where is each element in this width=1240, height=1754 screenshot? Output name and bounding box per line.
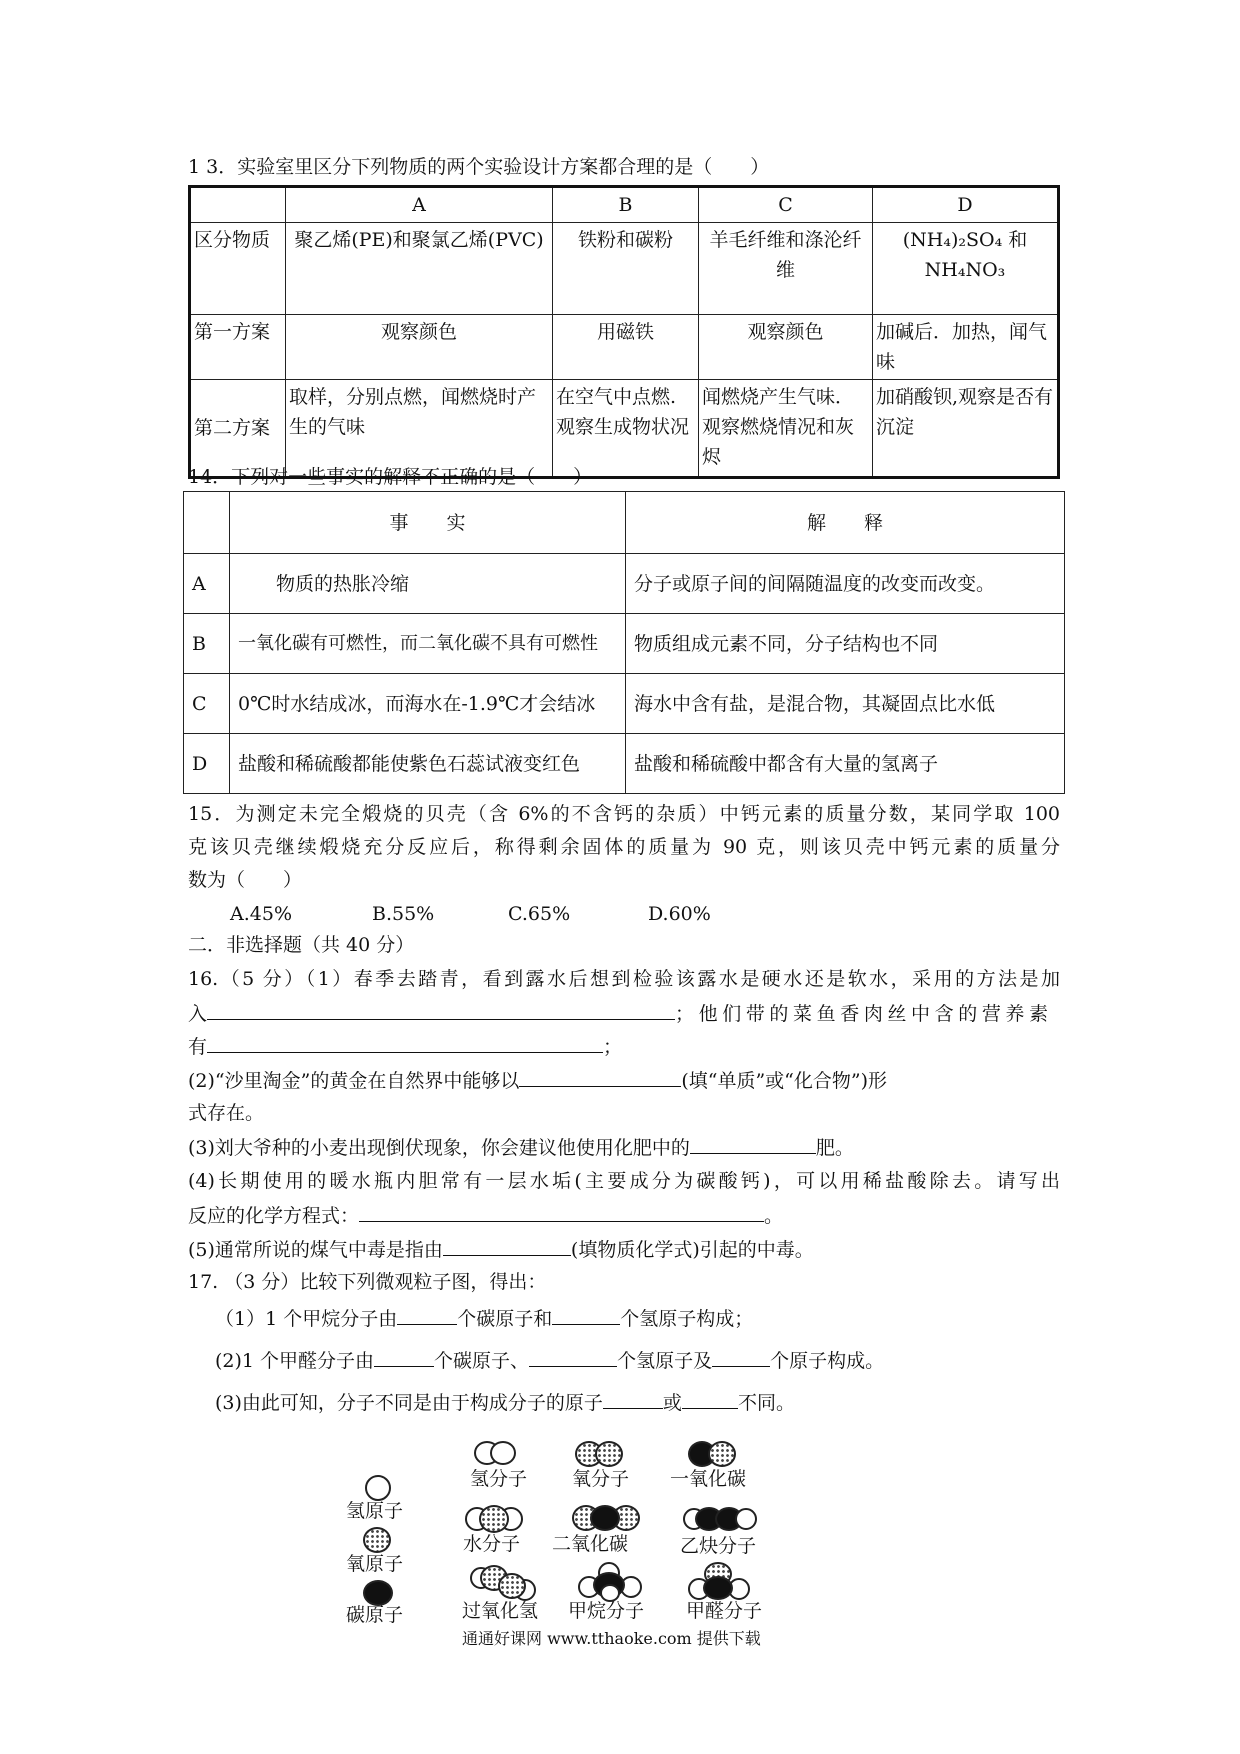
answer-blank[interactable]	[603, 1390, 663, 1409]
q15-option-a: A.45%	[230, 903, 292, 925]
hydrogen-atom-icon	[365, 1475, 391, 1501]
q16-text: (填“单质”或“化合物”)形	[681, 1070, 888, 1092]
q16-text: (填物质化学式)引起的中毒。	[570, 1239, 814, 1261]
q13-cell: 取样，分别点燃，闻燃烧时产生的气味	[286, 380, 553, 478]
answer-blank[interactable]	[359, 1203, 764, 1222]
acetylene-molecule-icon	[683, 1507, 763, 1531]
q14-option-letter: C	[184, 674, 230, 734]
q14-fact: 物质的热胀冷缩	[230, 554, 626, 614]
q16-text: 入	[188, 1003, 208, 1025]
molecule-label: 水分子	[463, 1533, 521, 1555]
q16-text: 肥。	[815, 1137, 854, 1159]
q14-explanation: 分子或原子间的间隔随温度的改变而改变。	[626, 554, 1065, 614]
water-molecule-icon	[465, 1505, 529, 1531]
q17-text: (3)由此可知，分子不同是由于构成分子的原子	[215, 1392, 603, 1414]
q14-explanation: 物质组成元素不同，分子结构也不同	[626, 614, 1065, 674]
q16-text: ；	[603, 1036, 623, 1058]
q17-text: 个碳原子和	[457, 1308, 553, 1330]
q16-line: (4)长期使用的暖水瓶内胆常有一层水垢(主要成分为碳酸钙)，可以用稀盐酸除去。请写出	[188, 1170, 1060, 1192]
q16-line: 式存在。	[188, 1102, 265, 1124]
molecule-label: 氧分子	[572, 1468, 630, 1490]
molecule-label: 乙炔分子	[680, 1535, 757, 1557]
q16-line	[188, 1068, 887, 1093]
methane-molecule-icon	[578, 1562, 650, 1598]
q14-header-explanation: 解 释	[626, 492, 1065, 554]
q14-header-fact: 事 实	[230, 492, 626, 554]
q17-text: (2)1 个甲醛分子由	[215, 1350, 375, 1372]
q13-cell: 加硝酸钡,观察是否有沉淀	[873, 380, 1059, 478]
q17-text: 个氢原子构成；	[620, 1308, 754, 1330]
q17-text: （1）1 个甲烷分子由	[215, 1308, 398, 1330]
q16-line	[188, 1203, 783, 1228]
q14-option-letter: A	[184, 554, 230, 614]
answer-blank[interactable]	[712, 1348, 770, 1367]
q13-row-label: 区分物质	[190, 223, 286, 315]
q16-text: 反应的化学方程式：	[188, 1205, 360, 1227]
q15-option-c: C.65%	[508, 903, 571, 925]
q17-line	[215, 1348, 884, 1373]
molecule-label: 过氧化氢	[462, 1600, 539, 1622]
hydrogen-peroxide-icon	[470, 1565, 540, 1599]
carbon-atom-icon	[363, 1580, 393, 1606]
q15-line: 数为（ ）	[188, 869, 303, 891]
q13-header-c: C	[699, 187, 873, 223]
q13-cell: (NH₄)₂SO₄ 和 NH₄NO₃	[873, 223, 1059, 315]
q15-option-d: D.60%	[648, 903, 711, 925]
q13-header-d: D	[873, 187, 1059, 223]
formaldehyde-molecule-icon	[688, 1562, 760, 1598]
q14-explanation: 海水中含有盐，是混合物，其凝固点比水低	[626, 674, 1065, 734]
q14-fact: 0℃时水结成冰，而海水在-1.9℃才会结冰	[230, 674, 626, 734]
q14-table	[183, 491, 1065, 794]
answer-blank[interactable]	[207, 1001, 675, 1020]
q13-header-blank	[190, 187, 286, 223]
q16-line: 16.（5 分）（1）春季去踏青，看到露水后想到检验该露水是硬水还是软水，采用的方法是加	[188, 968, 1060, 990]
carbon-monoxide-icon	[688, 1441, 748, 1465]
molecule-label: 甲醛分子	[686, 1600, 763, 1622]
q17-text: 不同。	[737, 1392, 795, 1414]
q14-option-letter: B	[184, 614, 230, 674]
q14-fact: 一氧化碳有可燃性，而二氧化碳不具有可燃性	[230, 614, 626, 674]
q13-cell: 加碱后．加热，闻气味	[873, 315, 1059, 380]
q17-stem: 17. （3 分）比较下列微观粒子图，得出：	[188, 1271, 547, 1293]
answer-blank[interactable]	[519, 1068, 681, 1087]
molecule-label: 甲烷分子	[568, 1600, 645, 1622]
molecule-label: 氢分子	[470, 1468, 528, 1490]
q16-text: (3)刘大爷种的小麦出现倒伏现象，你会建议他使用化肥中的	[188, 1137, 690, 1159]
q13-cell: 铁粉和碳粉	[553, 223, 699, 315]
answer-blank[interactable]	[682, 1390, 738, 1409]
q16-text: ；他们带的菜鱼香肉丝中含的营养素	[675, 1003, 1053, 1025]
q17-text: 或	[662, 1392, 682, 1414]
answer-blank[interactable]	[552, 1306, 620, 1325]
answer-blank[interactable]	[374, 1348, 434, 1367]
q13-stem: 1 3．实验室里区分下列物质的两个实验设计方案都合理的是（ ）	[188, 156, 770, 178]
answer-blank[interactable]	[690, 1135, 816, 1154]
q15-line: 15．为测定未完全煅烧的贝壳（含 6%的不含钙的杂质）中钙元素的质量分数，某同学取 100	[188, 803, 1060, 825]
answer-blank[interactable]	[529, 1348, 617, 1367]
q13-cell: 闻燃烧产生气味．观察燃烧情况和灰烬	[699, 380, 873, 478]
q15-option-b: B.55%	[372, 903, 435, 925]
footer-source: 通通好课网 www.tthaoke.com 提供下载	[462, 1629, 761, 1648]
q13-row-label: 第一方案	[190, 315, 286, 380]
molecule-label: 二氧化碳	[552, 1533, 629, 1555]
q13-cell: 在空气中点燃.观察生成物状况	[553, 380, 699, 478]
q14-explanation: 盐酸和稀硫酸中都含有大量的氢离子	[626, 734, 1065, 794]
q14-fact: 盐酸和稀硫酸都能使紫色石蕊试液变红色	[230, 734, 626, 794]
q13-row-label: 第二方案	[190, 380, 286, 478]
q17-text: 个碳原子、	[434, 1350, 530, 1372]
q13-cell: 观察颜色	[699, 315, 873, 380]
answer-blank[interactable]	[207, 1034, 603, 1053]
q16-line	[188, 1135, 854, 1160]
oxygen-molecule-icon	[575, 1441, 635, 1465]
q14-option-letter: D	[184, 734, 230, 794]
q16-text: (5)通常所说的煤气中毒是指由	[188, 1239, 443, 1261]
answer-blank[interactable]	[397, 1306, 457, 1325]
q16-line	[188, 1237, 814, 1262]
q13-header-a: A	[286, 187, 553, 223]
molecule-label: 一氧化碳	[670, 1468, 747, 1490]
q13-cell: 用磁铁	[553, 315, 699, 380]
hydrogen-molecule-icon	[474, 1441, 534, 1465]
q16-line	[188, 1034, 622, 1059]
legend-label: 氢原子	[346, 1500, 404, 1522]
answer-blank[interactable]	[443, 1237, 571, 1256]
q14-header-blank	[184, 492, 230, 554]
q13-cell: 观察颜色	[286, 315, 553, 380]
q15-line: 克该贝壳继续煅烧充分反应后，称得剩余固体的质量为 90 克，则该贝壳中钙元素的质量分	[188, 836, 1060, 858]
q13-cell: 羊毛纤维和涤沦纤维	[699, 223, 873, 315]
q16-text: (2)“沙里淘金”的黄金在自然界中能够以	[188, 1070, 520, 1092]
legend-label: 碳原子	[346, 1604, 404, 1626]
q13-cell: 聚乙烯(PE)和聚氯乙烯(PVC)	[286, 223, 553, 315]
q17-text: 个原子构成。	[770, 1350, 885, 1372]
q16-text: 。	[764, 1205, 784, 1227]
oxygen-atom-icon	[363, 1527, 391, 1553]
q13-table	[188, 185, 1060, 479]
legend-label: 氧原子	[346, 1553, 404, 1575]
q14-stem: 14．下列对一些事实的解释不正确的是（ ）	[188, 466, 593, 488]
q16-text: 有	[188, 1036, 208, 1058]
q13-header-b: B	[553, 187, 699, 223]
q17-text: 个氢原子及	[617, 1350, 713, 1372]
q16-line	[188, 1001, 1060, 1026]
q17-line	[215, 1390, 795, 1415]
q17-line	[215, 1306, 753, 1331]
carbon-dioxide-icon	[572, 1505, 644, 1531]
section-heading: 二．非选择题（共 40 分）	[188, 934, 415, 956]
